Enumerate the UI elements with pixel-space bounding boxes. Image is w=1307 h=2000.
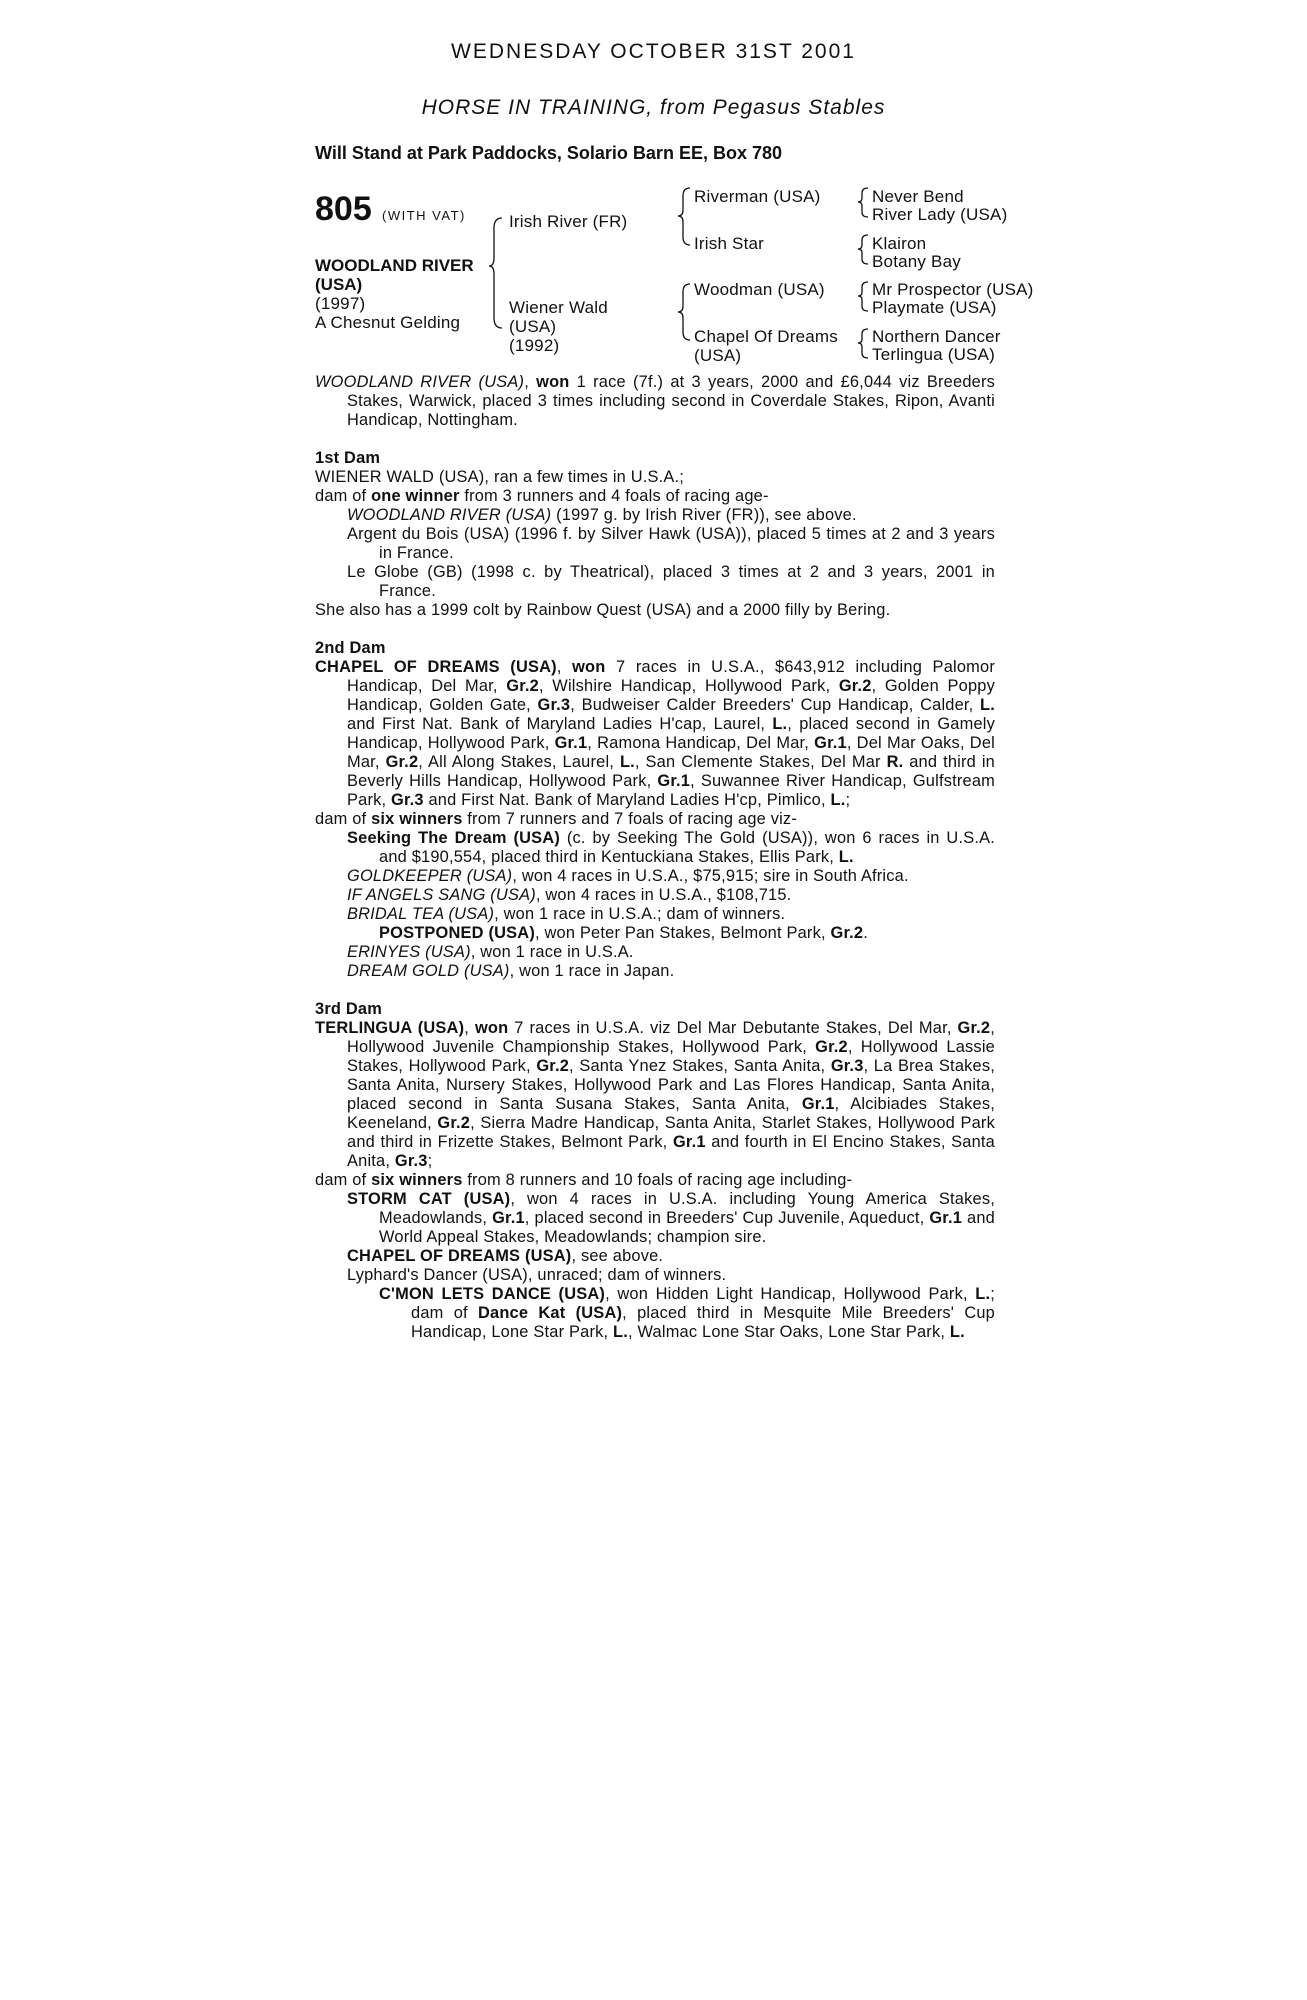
stabling-location: Will Stand at Park Paddocks, Solario Barn EE, Box 780 <box>315 143 782 163</box>
pedigree-dam <box>509 298 608 355</box>
offspring-name: WOODLAND RIVER (USA) <box>347 506 552 524</box>
second-dam-offspring-4: BRIDAL TEA (USA), won 1 race in U.S.A.; dam of winners. <box>347 905 786 923</box>
vat-note: (WITH VAT) <box>382 208 466 223</box>
third-dam-offspring-3: Lyphard's Dancer (USA), unraced; dam of winners. <box>347 1266 727 1284</box>
second-dam-offspring-2: GOLDKEEPER (USA), won 4 races in U.S.A., $75,915; sire in South Africa. <box>347 867 909 885</box>
winners-count: one winner <box>371 487 460 505</box>
third-dam-produce: dam of six winners from 8 runners and 10 foals of racing age including- <box>315 1171 853 1189</box>
first-dam-offspring-3: Le Globe (GB) (1998 c. by Theatrical), placed 3 times at 2 and 3 years, 2001 in France. <box>347 563 995 600</box>
record-text: 1 race (7f.) at 3 years, 2000 and £6,044 viz Breeders Stakes, Warwick, placed 3 times including second in Coverdale Stakes, Ripon, Avanti Handicap, Nottingham. <box>347 373 995 429</box>
pedigree-dam-line3: (1992) <box>509 336 560 355</box>
first-dam-offspring-1 <box>315 506 995 525</box>
second-dam-heading: 2nd Dam <box>315 639 386 657</box>
third-dam-offspring-4: C'MON LETS DANCE (USA), won Hidden Light Handicap, Hollywood Park, L.; dam of Dance Kat (USA), placed third in Mesquite Mile Breeders' Cup Handicap, Lone Star Park, L., Walmac Lone Star Oaks, Lone Star Park, L. <box>379 1285 995 1341</box>
second-dam-offspring-7: DREAM GOLD (USA), won 1 race in Japan. <box>347 962 675 980</box>
dam-of-prefix: dam of <box>315 487 372 505</box>
first-dam-line: WIENER WALD (USA), ran a few times in U.S.A.; <box>315 468 685 486</box>
sale-date: WEDNESDAY OCTOBER 31ST 2001 <box>451 40 856 63</box>
second-dam-offspring-6: ERINYES (USA), won 1 race in U.S.A. <box>347 943 634 961</box>
first-dam-footer: She also has a 1999 colt by Rainbow Quest (USA) and a 2000 filly by Bering. <box>315 601 891 619</box>
racing-record: WOODLAND RIVER (USA), won 1 race (7f.) at 3 years, 2000 and £6,044 viz Breeders Stakes, Warwick, placed 3 times including second in Coverdale Stakes, Ripon, Avanti Handicap, Nottingham. <box>315 373 995 429</box>
pedigree-dam-dam-line2: (USA) <box>694 346 742 365</box>
dam-name: CHAPEL OF DREAMS (USA) <box>315 658 557 676</box>
won-label: won <box>572 658 606 676</box>
lot-number: 805 <box>315 190 372 228</box>
foaling-year: (1997) <box>315 294 366 313</box>
third-dam-offspring-2: CHAPEL OF DREAMS (USA), see above. <box>347 1247 664 1265</box>
third-dam-offspring-1: STORM CAT (USA), won 4 races in U.S.A. including Young America Stakes, Meadowlands, Gr.1, placed second in Breeders' Cup Juvenile, Aqueduct, Gr.1 and World Appeal Stakes, Meadowlands; champion sire. <box>347 1190 995 1246</box>
pedigree-dam-line1: Wiener Wald <box>509 298 608 317</box>
pedigree-braces <box>0 0 1307 380</box>
pedigree-sire: Irish River (FR) <box>509 212 628 231</box>
pedigree-dam-sire: Woodman (USA) <box>694 280 825 299</box>
pedigree-g1: Never Bend <box>872 187 964 206</box>
first-dam-produce <box>315 487 995 506</box>
pedigree-dam-dam-line1: Chapel Of Dreams <box>694 327 838 346</box>
pedigree-g2: River Lady (USA) <box>872 205 1008 224</box>
record-won: won <box>536 373 570 391</box>
dam-of-suffix: from 3 runners and 4 foals of racing age- <box>459 487 769 505</box>
pedigree-g8: Terlingua (USA) <box>872 345 995 364</box>
third-dam-record: TERLINGUA (USA), won 7 races in U.S.A. viz Del Mar Debutante Stakes, Del Mar, Gr.2, Hollywood Juvenile Championship Stakes, Hollywood Park, Gr.2, Hollywood Lassie Stakes, Hollywood Park, Gr.2, Santa Ynez Stakes, Santa Anita, Gr.3, La Brea Stakes, Santa Anita, Nursery Stakes, Hollywood Park and Las Flores Handicap, Santa Anita, placed second in Santa Susana Stakes, Santa Anita, Gr.1, Alcibiades Stakes, Keeneland, Gr.2, Sierra Madre Handicap, Santa Anita, Starlet Stakes, Hollywood Park and third in Frizette Stakes, Belmont Park, Gr.1 and fourth in El Encino Stakes, Santa Anita, Gr.3; <box>315 1019 996 1170</box>
second-dam-offspring-3: IF ANGELS SANG (USA), won 4 races in U.S.A., $108,715. <box>347 886 792 904</box>
horse-description: A Chesnut Gelding <box>315 313 461 332</box>
pedigree-g6: Playmate (USA) <box>872 298 997 317</box>
second-dam-produce: dam of six winners from 7 runners and 7 foals of racing age viz- <box>315 810 797 828</box>
pedigree-dam-dam <box>694 327 838 365</box>
pedigree-g7: Northern Dancer <box>872 327 1001 346</box>
pedigree-g3: Klairon <box>872 234 927 253</box>
first-dam-offspring-2: Argent du Bois (USA) (1996 f. by Silver Hawk (USA)), placed 5 times at 2 and 3 years in France. <box>347 525 995 562</box>
consignor-line: HORSE IN TRAINING, from Pegasus Stables <box>421 96 886 119</box>
second-dam-offspring-1: Seeking The Dream (USA) (c. by Seeking The Gold (USA)), won 6 races in U.S.A. and $190,554, placed third in Kentuckiana Stakes, Ellis Park, L. <box>347 829 995 866</box>
horse-name-line1: WOODLAND RIVER <box>315 256 474 275</box>
record-horse: WOODLAND RIVER (USA) <box>315 373 525 391</box>
pedigree-g4: Botany Bay <box>872 252 961 271</box>
second-dam-record: CHAPEL OF DREAMS (USA), won 7 races in U.S.A., $643,912 including Palomor Handicap, Del Mar, Gr.2, Wilshire Handicap, Hollywood Park, Gr.2, Golden Poppy Handicap, Golden Gate, Gr.3, Budweiser Calder Breeders' Cup Handicap, Calder, L. and First Nat. Bank of Maryland Ladies H'cap, Laurel, L., placed second in Gamely Handicap, Hollywood Park, Gr.1, Ramona Handicap, Del Mar, Gr.1, Del Mar Oaks, Del Mar, Gr.2, All Along Stakes, Laurel, L., San Clemente Stakes, Del Mar R. and third in Beverly Hills Handicap, Hollywood Park, Gr.1, Suwannee River Handicap, Gulfstream Park, Gr.3 and First Nat. Bank of Maryland Ladies H'cp, Pimlico, L.; <box>315 658 995 809</box>
pedigree-g5: Mr Prospector (USA) <box>872 280 1034 299</box>
offspring-text: (1997 g. by Irish River (FR)), see above. <box>551 506 857 524</box>
pedigree-dam-line2: (USA) <box>509 317 557 336</box>
horse-name-line2: (USA) <box>315 275 363 294</box>
second-dam-offspring-5: POSTPONED (USA), won Peter Pan Stakes, Belmont Park, Gr.2. <box>379 924 868 942</box>
catalogue-body <box>315 373 995 1342</box>
pedigree-sire-sire: Riverman (USA) <box>694 187 821 206</box>
third-dam-heading: 3rd Dam <box>315 1000 382 1018</box>
first-dam-heading: 1st Dam <box>315 449 381 467</box>
pedigree-sire-dam: Irish Star <box>694 234 765 253</box>
